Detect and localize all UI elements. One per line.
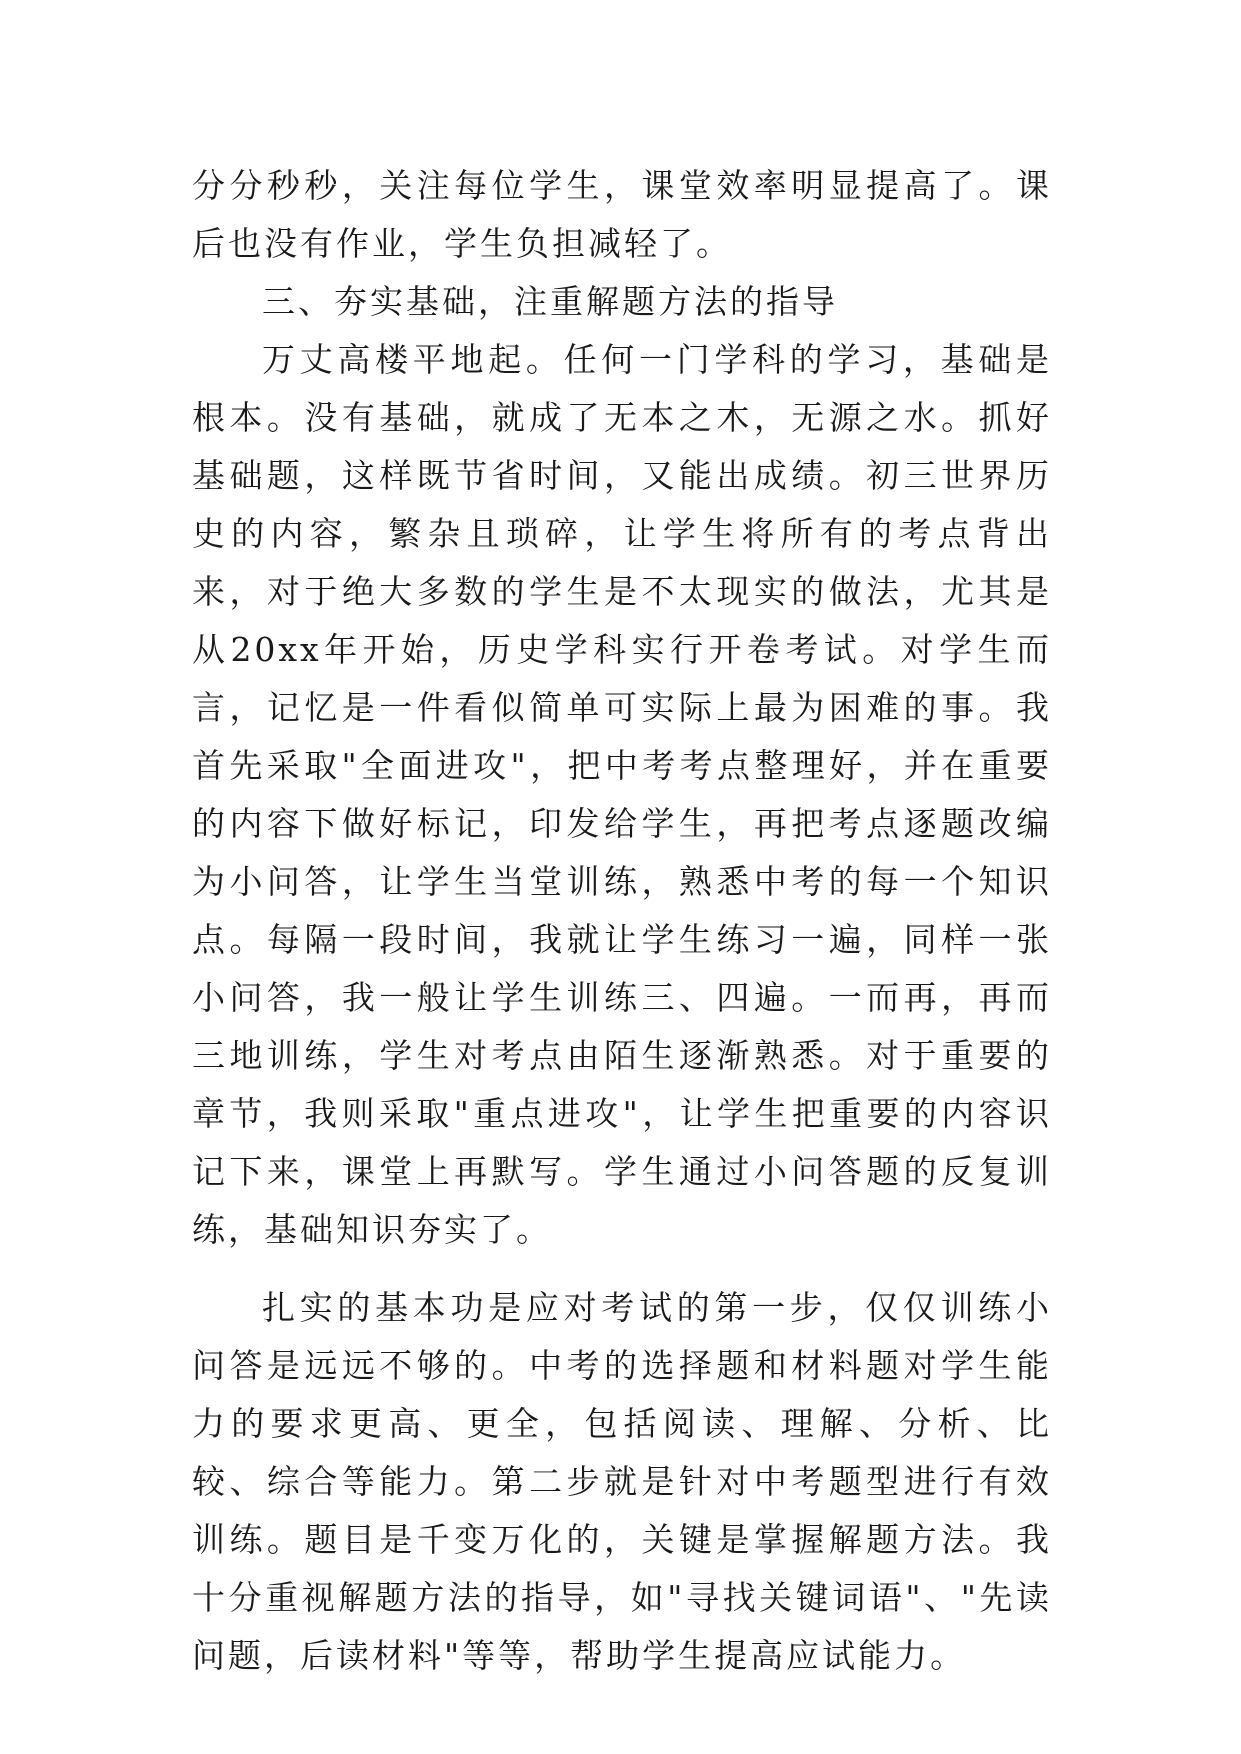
paragraph-foundation: 万丈高楼平地起。任何一门学科的学习，基础是根本。没有基础，就成了无本之木，无源之水。抓好基础题，这样既节省时间，又能出成绩。初三世界历史的内容，繁杂且琐碎，让学生将所有的考点背出来，对于绝大多数的学生是不太现实的做法，尤其是从20xx年开始，历史学科实行开卷考试。对学生而言，记忆是一件看似简单可实际上最为困难的事。我首先采取"全面进攻"，把中考考点整理好，并在重要的内容下做好标记，印发给学生，再把考点逐题改编为小问答，让学生当堂训练，熟悉中考的每一个知识点。每隔一段时间，我就让学生练习一遍，同样一张小问答，我一般让学生训练三、四遍。一而再，再而三地训练，学生对考点由陌生逐渐熟悉。对于重要的章节，我则采取"重点进攻"，让学生把重要的内容识记下来，课堂上再默写。学生通过小问答题的反复训练，基础知识夯实了。	[192, 340, 1052, 1249]
section-heading: 三、夯实基础，注重解题方法的指导	[262, 282, 838, 321]
document-body	[192, 157, 1052, 1685]
paragraph-methods: 扎实的基本功是应对考试的第一步，仅仅训练小问答是远远不够的。中考的选择题和材料题对学生能力的要求更高、更全，包括阅读、理解、分析、比较、综合等能力。第二步就是针对中考题型进行有效训练。题目是千变万化的，关键是掌握解题方法。我十分重视解题方法的指导，如"寻找关键词语"、"先读问题，后读材料"等等，帮助学生提高应试能力。	[192, 1288, 1052, 1675]
paragraph-continuation: 分分秒秒，关注每位学生，课堂效率明显提高了。课后也没有作业，学生负担减轻了。	[192, 166, 1052, 263]
